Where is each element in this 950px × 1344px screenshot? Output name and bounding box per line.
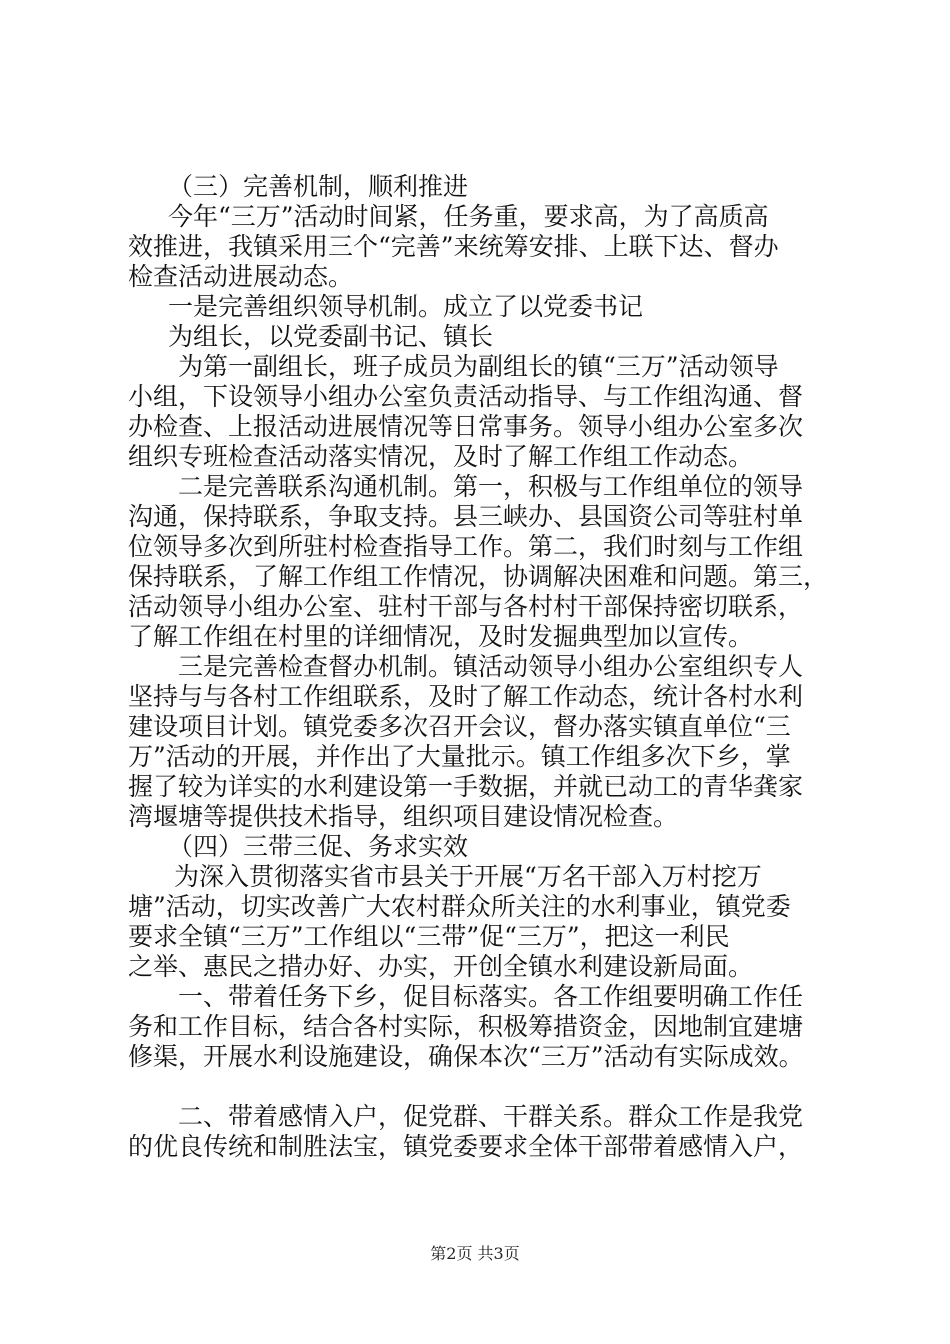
paragraph-line: 为第一副组长，班子成员为副组长的镇“三万”活动领导 <box>178 352 779 381</box>
document-body <box>128 172 840 1162</box>
paragraph-line: 要求全镇“三万”工作组以“三带”促“三万”，把这一利民 <box>128 922 730 951</box>
paragraph-line: 一是完善组织领导机制。成立了以党委书记 <box>168 292 644 321</box>
paragraph-line: 握了较为详实的水利建设第一手数据，并就已动工的青华龚家 <box>128 772 804 801</box>
paragraph-line: 效推进，我镇采用三个“完善”来统筹安排、上联下达、督办 <box>128 232 779 261</box>
paragraph-line: 活动领导小组办公室、驻村干部与各村村干部保持密切联系， <box>128 592 804 621</box>
paragraph-line: 保持联系，了解工作组工作情况，协调解决困难和问题。第三， <box>128 562 829 591</box>
paragraph-line: 小组，下设领导小组办公室负责活动指导、与工作组沟通、督 <box>128 382 804 411</box>
section-heading-three: （三）完善机制，顺利推进 <box>168 172 469 201</box>
paragraph-line: 二是完善联系沟通机制。第一，积极与工作组单位的领导 <box>178 472 804 501</box>
paragraph-gap <box>128 1072 840 1102</box>
paragraph-line: 修渠，开展水利设施建设，确保本次“三万”活动有实际成效。 <box>128 1042 804 1071</box>
paragraph-line: 位领导多次到所驻村检查指导工作。第二，我们时刻与工作组 <box>128 532 804 561</box>
paragraph-line: 建设项目计划。镇党委多次召开会议，督办落实镇直单位“三 <box>128 712 791 741</box>
paragraph-line: 湾堰塘等提供技术指导，组织项目建设情况检查。 <box>128 802 679 831</box>
paragraph-line: 之举、惠民之措办好、办实，开创全镇水利建设新局面。 <box>128 952 754 981</box>
paragraph-line: 的优良传统和制胜法宝，镇党委要求全体干部带着感情入户， <box>128 1132 804 1161</box>
paragraph-line: 塘”活动，切实改善广大农村群众所关注的水利事业，镇党委 <box>128 892 791 921</box>
paragraph-line: 三是完善检查督办机制。镇活动领导小组办公室组织专人 <box>178 652 804 681</box>
paragraph-line: 坚持与与各村工作组联系，及时了解工作动态，统计各村水利 <box>128 682 804 711</box>
section-heading-four: （四）三带三促、务求实效 <box>168 832 469 861</box>
paragraph-line: 组织专班检查活动落实情况，及时了解工作组工作动态。 <box>128 442 754 471</box>
paragraph-line: 务和工作目标，结合各村实际，积极筹措资金，因地制宜建塘 <box>128 1012 804 1041</box>
paragraph-line: 检查活动进展动态。 <box>128 262 354 291</box>
paragraph-line: 了解工作组在村里的详细情况，及时发掘典型加以宣传。 <box>128 622 754 651</box>
paragraph-line: 一、带着任务下乡，促目标落实。各工作组要明确工作任 <box>178 982 804 1011</box>
paragraph-line: 万”活动的开展，并作出了大量批示。镇工作组多次下乡，掌 <box>128 742 791 771</box>
paragraph-line: 今年“三万”活动时间紧，任务重，要求高，为了高质高 <box>168 202 769 231</box>
paragraph-line: 为深入贯彻落实省市县关于开展“万名干部入万村挖万 <box>174 862 762 891</box>
paragraph-line: 办检查、上报活动进展情况等日常事务。领导小组办公室多次 <box>128 412 804 441</box>
paragraph-line: 为组长，以党委副书记、镇长 <box>168 322 494 351</box>
paragraph-line: 二、带着感情入户，促党群、干群关系。群众工作是我党 <box>178 1102 804 1131</box>
page-footer: 第2页 共3页 <box>430 1244 520 1263</box>
paragraph-line: 沟通，保持联系，争取支持。县三峡办、县国资公司等驻村单 <box>128 502 804 531</box>
